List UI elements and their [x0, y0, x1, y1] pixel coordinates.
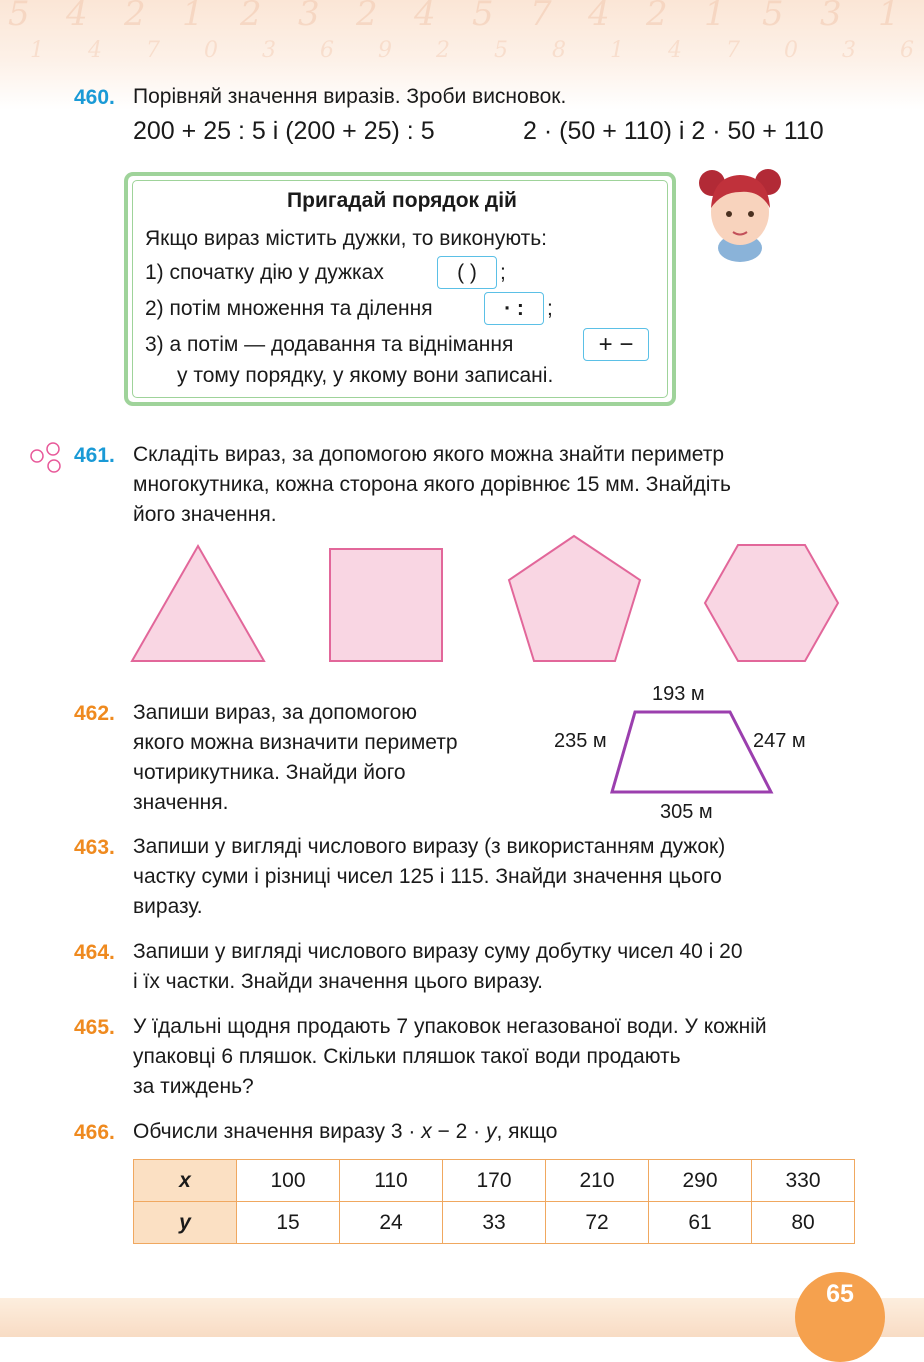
decorative-digit: 7	[530, 0, 552, 34]
table-row-x	[134, 1160, 855, 1202]
task-464-line-2: і їх частки. Знайди значення цього виразу.	[133, 970, 543, 993]
decorative-digit: 4	[588, 0, 610, 34]
task-460-expression-1: 200 + 25 : 5 і (200 + 25) : 5	[133, 117, 435, 145]
task-460-expression-2: 2 · (50 + 110) і 2 · 50 + 110	[523, 117, 824, 145]
table-cell: 170	[443, 1160, 546, 1202]
table-cell: 100	[237, 1160, 340, 1202]
decorative-digit: 2	[436, 38, 450, 63]
task-463-line-2: частку суми і різниці чисел 125 і 115. Знайди значення цього	[133, 865, 722, 888]
task-number-462: 462.	[74, 702, 115, 725]
task-number-461: 461.	[74, 444, 115, 467]
decorative-digit: 4	[668, 38, 682, 63]
decorative-digit: 1	[30, 38, 44, 63]
trapezoid-bottom-side: 305 м	[660, 801, 713, 823]
decorative-digit: 6	[320, 38, 334, 63]
task-number-460: 460.	[74, 86, 115, 109]
task-461-line-2: многокутника, кожна сторона якого дорівнює 15 мм. Знайдіть	[133, 473, 731, 496]
task-number-466: 466.	[74, 1121, 115, 1144]
rule-step-2: 2) потім множення та ділення	[145, 297, 433, 320]
task-number-463: 463.	[74, 836, 115, 859]
decorative-digit: 3	[820, 0, 842, 34]
decorative-digit: 2	[240, 0, 262, 34]
decorative-digit: 2	[646, 0, 668, 34]
semicolon-1: ;	[500, 261, 506, 284]
trapezoid-right-side: 247 м	[753, 730, 806, 752]
values-table	[133, 1159, 855, 1244]
task-465-line-3: за тиждень?	[133, 1075, 254, 1098]
table-cell: 110	[340, 1160, 443, 1202]
rule-step-3-continued: у тому порядку, у якому вони записані.	[177, 364, 554, 387]
decorative-digit: 1	[878, 0, 900, 34]
decorative-digit: 4	[88, 38, 102, 63]
task-462-line-4: значення.	[133, 791, 229, 814]
task-462-line-2: якого можна визначити периметр	[133, 731, 458, 754]
decorative-digit: 7	[726, 38, 740, 63]
task-461-line-1: Складіть вираз, за допомогою якого можна знайти периметр	[133, 443, 725, 466]
decorative-digit: 5	[8, 0, 30, 34]
table-header-x: x	[134, 1160, 237, 1202]
task-460-text: Порівняй значення виразів. Зроби висновок.	[133, 85, 567, 108]
trapezoid-top-side: 193 м	[652, 683, 705, 705]
parentheses-symbol: ( )	[437, 256, 497, 289]
task-number-465: 465.	[74, 1016, 115, 1039]
footer-decoration	[0, 1298, 924, 1337]
rule-title: Пригадай порядок дій	[287, 189, 517, 212]
task-463-line-3: виразу.	[133, 895, 203, 918]
decorative-digit: 2	[356, 0, 378, 34]
decorative-digit: 5	[762, 0, 784, 34]
trapezoid-left-side: 235 м	[554, 730, 607, 752]
task-461-line-3: його значення.	[133, 503, 277, 526]
rule-intro: Якщо вираз містить дужки, то виконують:	[145, 227, 548, 250]
task-462-line-3: чотирикутника. Знайди його	[133, 761, 406, 784]
table-cell: 24	[340, 1202, 443, 1244]
task-462-line-1: Запиши вираз, за допомогою	[133, 701, 418, 724]
table-cell: 80	[752, 1202, 855, 1244]
task-465-line-2: упаковці 6 пляшок. Скільки пляшок такої води продають	[133, 1045, 681, 1068]
decorative-digit: 0	[784, 38, 798, 63]
table-cell: 61	[649, 1202, 752, 1244]
task-465-line-1: У їдальні щодня продають 7 упаковок негазованої води. У кожній	[133, 1015, 767, 1038]
decorative-digit: 9	[378, 38, 392, 63]
task-463-line-1: Запиши у вигляді числового виразу (з використанням дужок)	[133, 835, 726, 858]
decorative-digit: 6	[900, 38, 914, 63]
task-466-text: Обчисли значення виразу 3 · x − 2 · y, якщо	[133, 1120, 558, 1143]
decorative-digit: 4	[66, 0, 88, 34]
table-cell: 15	[237, 1202, 340, 1244]
table-row-y	[134, 1202, 855, 1244]
rule-step-1: 1) спочатку дію у дужках	[145, 261, 384, 284]
decorative-digit: 5	[494, 38, 508, 63]
task-464-line-1: Запиши у вигляді числового виразу суму добутку чисел 40 і 20	[133, 940, 743, 963]
page-number: 65	[826, 1280, 854, 1308]
decorative-digit: 1	[610, 38, 624, 63]
table-cell: 72	[546, 1202, 649, 1244]
decorative-digit: 0	[204, 38, 218, 63]
decorative-digit: 1	[704, 0, 726, 34]
table-cell: 330	[752, 1160, 855, 1202]
decorative-digit: 3	[842, 38, 856, 63]
decorative-digit: 7	[146, 38, 160, 63]
table-header-y: y	[134, 1202, 237, 1244]
decorative-digit: 3	[298, 0, 320, 34]
decorative-digit: 1	[182, 0, 204, 34]
decorative-digit: 3	[262, 38, 276, 63]
decorative-digit: 4	[414, 0, 436, 34]
table-cell: 210	[546, 1160, 649, 1202]
semicolon-2: ;	[547, 297, 553, 320]
multiply-divide-symbol: · :	[484, 292, 544, 325]
table-cell: 290	[649, 1160, 752, 1202]
rule-step-3: 3) а потім — додавання та віднімання	[145, 333, 514, 356]
decorative-digit: 5	[472, 0, 494, 34]
table-cell: 33	[443, 1202, 546, 1244]
decorative-digit: 2	[124, 0, 146, 34]
decorative-digit: 8	[552, 38, 566, 63]
task-number-464: 464.	[74, 941, 115, 964]
plus-minus-symbol: + −	[583, 328, 649, 361]
